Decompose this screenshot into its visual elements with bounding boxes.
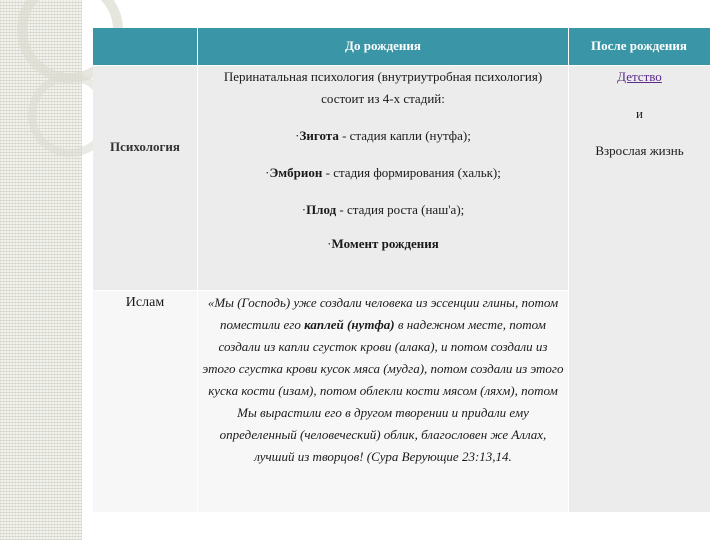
perinatal-intro: Перинатальная психология (внутриутробная психология) состоит из 4-х стадий: xyxy=(223,69,543,106)
and-text: и xyxy=(636,106,643,121)
islam-label-cell xyxy=(93,291,197,512)
header-before-birth: До рождения xyxy=(345,38,421,53)
quran-quote: «Мы (Господь) уже создали человека из эссенции глины, потом поместили его каплей (нутфа) в надежном месте, потом создали из капли сгусток крови (алака), и потом создали из этого сгустка крови кусок мяса (мудга), потом создали из этого куска кости (изам), потом облекли кости мясом (ляхм), потом Мы вырастили его в другом творении и придали ему определенный (человеческий) облик, благословен же Аллах, лучший из творцов! (Сура Верующие 23:13,14. xyxy=(202,295,564,464)
childhood-link[interactable]: Детство xyxy=(617,69,662,84)
after-birth-cell xyxy=(569,66,710,512)
psychology-row-label: Психология xyxy=(110,139,180,154)
islam-row-label: Ислам xyxy=(125,295,165,310)
adult-life-text: Взрослая жизнь xyxy=(595,143,684,158)
header-after-birth: После рождения xyxy=(591,38,687,53)
stage-birth-moment: ·Момент рождения xyxy=(327,236,439,251)
stage-zygote: ·Зигота - стадия капли (нутфа); xyxy=(295,128,471,143)
psychology-label-cell xyxy=(93,66,197,290)
stage-embryo: ·Эмбрион - стадия формирования (хальк); xyxy=(265,165,501,180)
comparison-table xyxy=(93,28,710,512)
stage-fetus: ·Плод - стадия роста (наш'а); xyxy=(301,202,465,217)
